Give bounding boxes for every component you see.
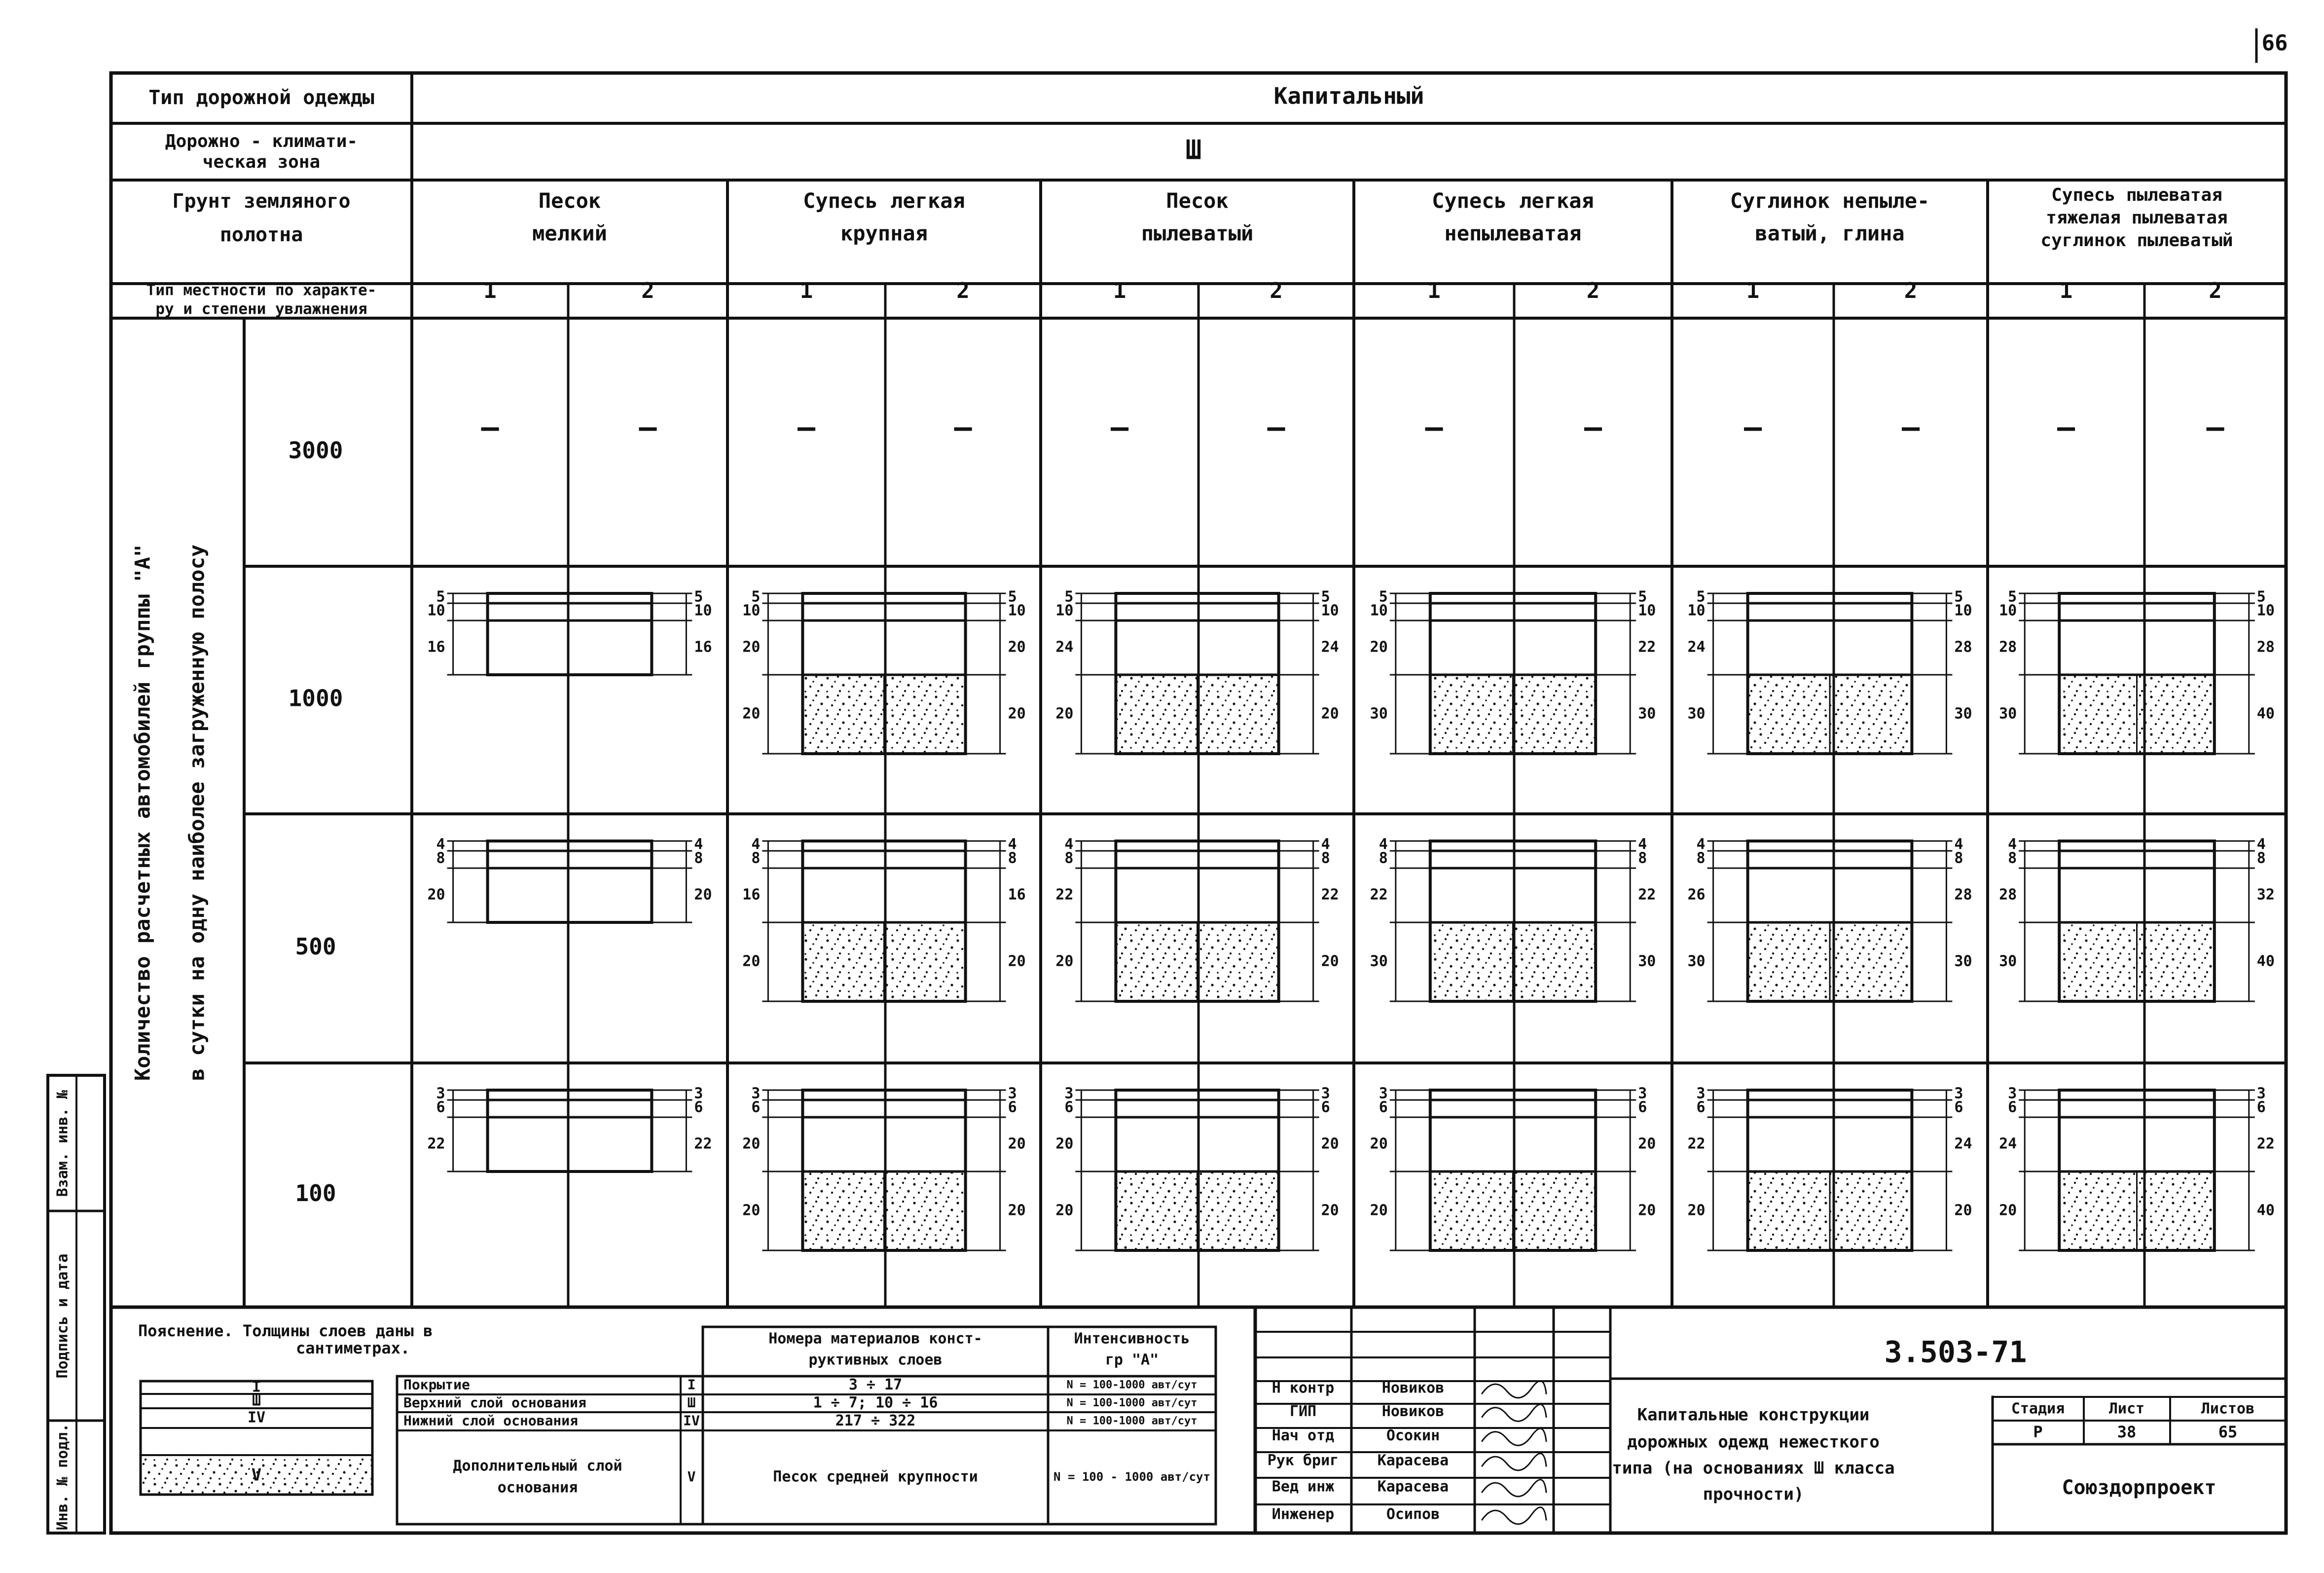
- dash-4-2: —: [1901, 410, 1920, 445]
- legend-layer-num-2: IV: [683, 1412, 700, 1429]
- legend-head-materials-1: Номера материалов конст-: [768, 1330, 982, 1348]
- legend-layer-num-0: I: [687, 1376, 696, 1393]
- terrain-number-1-2: 2: [956, 278, 970, 303]
- legend-note-2: сантиметрах.: [296, 1339, 410, 1357]
- dim-right-2: 20: [1638, 1135, 1656, 1153]
- dim-left-0: 3: [436, 1085, 445, 1102]
- dim-right-3: 20: [1008, 705, 1026, 723]
- terrain-number-1-1: 1: [799, 278, 813, 303]
- dim-left-3: 20: [1999, 1202, 2017, 1219]
- dim-right-1: 6: [1321, 1098, 1330, 1116]
- stamp-role-1: ГИП: [1289, 1403, 1317, 1420]
- dim-left-0: 4: [751, 836, 761, 853]
- dim-left-1: 10: [427, 602, 445, 620]
- dash-1-1: —: [797, 410, 816, 445]
- dim-right-0: 4: [1954, 836, 1963, 853]
- legend-symbol-1: I: [252, 1378, 261, 1396]
- pavement-section-500-0: [427, 836, 712, 923]
- dim-left-1: 8: [436, 849, 445, 867]
- soil-name-2-1: пылеватый: [1141, 221, 1254, 246]
- terrain-number-0-1: 1: [483, 278, 497, 303]
- dim-left-3: 20: [742, 705, 761, 723]
- dim-right-2: 20: [1008, 638, 1026, 656]
- dim-left-3: 30: [1687, 952, 1706, 970]
- dim-left-2: 22: [427, 1135, 445, 1153]
- dim-right-3: 20: [1954, 1202, 1972, 1219]
- intensity-3000: 3000: [288, 437, 343, 464]
- legend-head-intensity-1: Интенсивность: [1074, 1330, 1190, 1348]
- stamp-code: 3.503-71: [1884, 1335, 2027, 1370]
- dim-left-2: 16: [427, 638, 445, 656]
- dim-left-1: 8: [751, 849, 761, 867]
- dim-left-3: 30: [1999, 705, 2017, 723]
- dim-right-1: 8: [1954, 849, 1963, 867]
- dim-left-0: 5: [1379, 588, 1388, 606]
- dim-right-0: 4: [1008, 836, 1017, 853]
- dim-left-2: 16: [742, 886, 761, 904]
- dim-right-0: 4: [1638, 836, 1647, 853]
- dash-1-2: —: [954, 410, 972, 445]
- terrain-number-3-1: 1: [1427, 278, 1441, 303]
- terrain-number-5-1: 1: [2059, 278, 2073, 303]
- soil-name-3-1: непылеватая: [1444, 221, 1582, 246]
- legend-symbol-3: IV: [247, 1409, 266, 1427]
- dim-left-0: 3: [1064, 1085, 1074, 1102]
- vertical-label-2: в сутки на одну наиболее загруженную полосу: [184, 544, 209, 1081]
- stamp-name-5: Осипов: [1386, 1505, 1440, 1523]
- soil-name-0-1: мелкий: [532, 221, 607, 246]
- dim-left-2: 26: [1687, 886, 1706, 904]
- dim-left-3: 20: [742, 1202, 761, 1219]
- climate-zone-label-2: ческая зона: [202, 152, 321, 172]
- climate-zone-value: Ш: [1185, 134, 1202, 166]
- dim-left-3: 20: [1370, 1202, 1388, 1219]
- margin-sign-label: Подпись и дата: [54, 1253, 72, 1379]
- dim-right-3: 20: [1008, 1202, 1026, 1219]
- dim-left-3: 30: [1999, 952, 2017, 970]
- soil-name-4-1: ватый, глина: [1755, 221, 1905, 246]
- soil-name-5-0: Супесь пылеватая: [2051, 185, 2222, 205]
- terrain-number-0-2: 2: [641, 278, 654, 303]
- dash-3-2: —: [1584, 410, 1602, 445]
- dim-left-2: 28: [1999, 886, 2017, 904]
- terrain-label-2: ру и степени увлажнения: [155, 300, 367, 318]
- dim-left-0: 5: [751, 588, 761, 606]
- dash-4-1: —: [1743, 410, 1762, 445]
- dim-left-3: 20: [1055, 1202, 1074, 1219]
- legend-note-1: Пояснение. Толщины слоев даны в: [138, 1321, 433, 1340]
- dim-right-3: 30: [1638, 952, 1656, 970]
- dim-right-3: 30: [1638, 705, 1656, 723]
- signature-1: [1482, 1404, 1546, 1421]
- dim-left-1: 6: [436, 1098, 445, 1116]
- dim-left-0: 4: [2008, 836, 2017, 853]
- dim-right-3: 30: [1954, 705, 1972, 723]
- dim-right-0: 3: [1321, 1085, 1330, 1102]
- dim-right-2: 16: [694, 638, 712, 656]
- margin-replace-label: Взам. инв. №: [54, 1090, 72, 1197]
- climate-zone-label-1: Дорожно - климати-: [165, 131, 358, 151]
- soil-name-1-1: крупная: [840, 221, 928, 246]
- stamp-role-5: Инженер: [1271, 1505, 1335, 1523]
- subgrade-label-1: Грунт земляного: [172, 190, 351, 213]
- dim-right-2: 22: [1321, 886, 1339, 904]
- legend-layer-intensity-0: N = 100-1000 авт/сут: [1066, 1379, 1198, 1391]
- dim-left-1: 8: [1064, 849, 1074, 867]
- dim-right-1: 10: [1321, 602, 1339, 620]
- stamp-sheet: 38: [2117, 1423, 2137, 1441]
- dim-right-3: 20: [1008, 952, 1026, 970]
- soil-name-4-0: Суглинок непыле-: [1730, 188, 1930, 213]
- dim-right-2: 22: [1638, 886, 1656, 904]
- dim-right-1: 8: [2256, 849, 2266, 867]
- dim-right-3: 30: [1954, 952, 1972, 970]
- dim-left-0: 4: [1379, 836, 1388, 853]
- dim-left-3: 20: [742, 952, 761, 970]
- dim-left-0: 4: [436, 836, 445, 853]
- dim-left-1: 10: [742, 602, 761, 620]
- dim-right-0: 4: [1321, 836, 1330, 853]
- dim-right-3: 20: [1321, 705, 1339, 723]
- stamp-name-2: Осокин: [1386, 1427, 1440, 1444]
- dim-left-0: 5: [2008, 588, 2017, 606]
- dim-right-3: 20: [1321, 1202, 1339, 1219]
- dim-right-2: 32: [2256, 886, 2275, 904]
- dim-right-3: 40: [2256, 705, 2275, 723]
- stamp-name-3: Карасева: [1377, 1452, 1449, 1469]
- legend-layer-materials-1: 1 ÷ 7; 10 ÷ 16: [813, 1394, 938, 1412]
- dash-5-2: —: [2206, 410, 2224, 445]
- dim-left-1: 8: [1379, 849, 1388, 867]
- dim-right-2: 22: [2256, 1135, 2275, 1153]
- dim-right-0: 5: [694, 588, 703, 606]
- signature-3: [1482, 1454, 1546, 1470]
- dim-left-2: 24: [1999, 1135, 2017, 1153]
- legend-layer-name-2: Нижний слой основания: [403, 1412, 579, 1429]
- dim-right-2: 24: [1321, 638, 1339, 656]
- dim-left-1: 6: [1379, 1098, 1388, 1116]
- dim-right-1: 8: [694, 849, 703, 867]
- terrain-number-2-2: 2: [1270, 278, 1283, 303]
- dim-right-1: 6: [2256, 1098, 2266, 1116]
- stamp-sheet-label: Лист: [2108, 1400, 2145, 1418]
- dim-right-0: 3: [694, 1085, 703, 1102]
- stamp-name-4: Карасева: [1377, 1478, 1449, 1496]
- dim-left-1: 6: [2008, 1098, 2017, 1116]
- dim-right-1: 10: [1008, 602, 1026, 620]
- stamp-title-1: Капитальные конструкции: [1637, 1405, 1870, 1425]
- legend-layer-materials-3: Песок средней крупности: [773, 1468, 978, 1486]
- vertical-label-1: Количество расчетных автомобилей группы "А": [130, 544, 155, 1081]
- pavement-section-1000-4: [1687, 588, 1972, 754]
- dim-left-1: 10: [1687, 602, 1706, 620]
- pavement-section-100-5: [1999, 1085, 2275, 1251]
- road-type-value: Капитальный: [1273, 82, 1424, 110]
- stamp-role-2: Нач отд: [1271, 1427, 1335, 1444]
- stamp-role-0: Н контр: [1271, 1379, 1335, 1397]
- soil-name-0-0: Песок: [538, 188, 601, 213]
- dim-right-1: 6: [1638, 1098, 1647, 1116]
- dim-right-1: 6: [1954, 1098, 1963, 1116]
- dim-left-1: 6: [1064, 1098, 1074, 1116]
- page-number: 66: [2261, 31, 2288, 56]
- dim-left-0: 3: [751, 1085, 761, 1102]
- legend-layer-materials-2: 217 ÷ 322: [835, 1412, 916, 1429]
- margin-inv-label: Инв. № подл.: [54, 1423, 72, 1531]
- dim-left-0: 4: [1064, 836, 1074, 853]
- dim-right-1: 6: [1008, 1098, 1017, 1116]
- dim-right-2: 20: [1321, 1135, 1339, 1153]
- terrain-label-1: Тип местности по характе-: [146, 281, 377, 299]
- dim-left-1: 6: [1696, 1098, 1706, 1116]
- intensity-100: 100: [295, 1180, 336, 1207]
- dim-right-2: 28: [1954, 638, 1972, 656]
- dim-left-3: 20: [1055, 705, 1074, 723]
- legend-layer-name-3-2: основания: [497, 1479, 578, 1497]
- dim-right-1: 10: [1638, 602, 1656, 620]
- dim-right-1: 8: [1638, 849, 1647, 867]
- legend-layer-intensity-1: N = 100-1000 авт/сут: [1066, 1397, 1198, 1409]
- dim-right-2: 20: [1008, 1135, 1026, 1153]
- dim-right-0: 4: [2256, 836, 2266, 853]
- section-outline: [488, 1090, 652, 1171]
- pavement-section-1000-0: [427, 588, 712, 675]
- dim-right-3: 20: [1638, 1202, 1656, 1219]
- dim-left-1: 10: [1370, 602, 1388, 620]
- terrain-number-5-2: 2: [2209, 278, 2222, 303]
- dim-right-1: 10: [2256, 602, 2275, 620]
- legend-layer-name-0: Покрытие: [403, 1376, 470, 1393]
- pavement-section-500-5: [1999, 836, 2275, 1002]
- legend-layer-intensity-3: N = 100 - 1000 авт/сут: [1053, 1470, 1210, 1484]
- dim-right-0: 3: [1954, 1085, 1963, 1102]
- dash-0-1: —: [481, 410, 499, 445]
- stamp-stage-label: Стадия: [2011, 1400, 2065, 1418]
- signature-0: [1482, 1381, 1546, 1398]
- legend-layer-intensity-2: N = 100-1000 авт/сут: [1066, 1415, 1198, 1427]
- terrain-number-4-1: 1: [1746, 278, 1760, 303]
- dim-right-0: 3: [1638, 1085, 1647, 1102]
- section-outline: [488, 841, 652, 922]
- dim-right-0: 3: [1008, 1085, 1017, 1102]
- dash-3-1: —: [1425, 410, 1443, 445]
- dim-right-0: 5: [1954, 588, 1963, 606]
- stamp-sheets-label: Листов: [2201, 1400, 2255, 1418]
- dim-left-2: 24: [1687, 638, 1706, 656]
- soil-name-3-0: Супесь легкая: [1432, 188, 1594, 213]
- dim-left-2: 22: [1687, 1135, 1706, 1153]
- dim-left-0: 3: [1379, 1085, 1388, 1102]
- dim-left-2: 22: [1370, 886, 1388, 904]
- dim-right-3: 40: [2256, 952, 2275, 970]
- dim-left-2: 20: [427, 886, 445, 904]
- terrain-number-3-2: 2: [1586, 278, 1600, 303]
- legend-layer-num-1: Ш: [687, 1394, 696, 1411]
- dim-left-0: 3: [1696, 1085, 1706, 1102]
- stamp-title-2: дорожных одежд нежесткого: [1627, 1432, 1880, 1452]
- stamp-stage: Р: [2033, 1423, 2043, 1441]
- stamp-sheets: 65: [2218, 1423, 2238, 1441]
- stamp-title-4: прочности): [1703, 1484, 1804, 1504]
- dim-left-2: 20: [742, 638, 761, 656]
- soil-name-5-1: тяжелая пылеватая: [2046, 208, 2228, 228]
- road-type-label: Тип дорожной одежды: [148, 86, 374, 109]
- signature-2: [1482, 1428, 1546, 1445]
- stamp-org: Союздорпроект: [2062, 1476, 2216, 1499]
- dim-left-1: 8: [2008, 849, 2017, 867]
- dim-right-0: 4: [694, 836, 703, 853]
- dim-left-0: 4: [1696, 836, 1706, 853]
- dim-left-0: 5: [436, 588, 445, 606]
- dim-left-2: 20: [1055, 1135, 1074, 1153]
- intensity-500: 500: [295, 933, 336, 960]
- legend-symbol-2: Ш: [252, 1392, 261, 1410]
- dash-2-2: —: [1267, 410, 1285, 445]
- dim-left-2: 20: [742, 1135, 761, 1153]
- pavement-section-1000-5: [1999, 588, 2275, 754]
- dim-left-3: 30: [1687, 705, 1706, 723]
- dim-left-0: 3: [2008, 1085, 2017, 1102]
- dim-left-3: 30: [1370, 952, 1388, 970]
- soil-name-5-2: суглинок пылеватый: [2040, 230, 2233, 251]
- dim-right-3: 20: [1321, 952, 1339, 970]
- dim-left-3: 20: [1055, 952, 1074, 970]
- dim-right-0: 5: [1008, 588, 1017, 606]
- legend-layer-materials-0: 3 ÷ 17: [848, 1376, 903, 1393]
- dim-right-0: 3: [2256, 1085, 2266, 1102]
- dim-left-3: 30: [1370, 705, 1388, 723]
- pavement-section-100-0: [427, 1085, 712, 1172]
- dash-2-1: —: [1110, 410, 1129, 445]
- legend-head-intensity-2: гр "А": [1105, 1351, 1159, 1369]
- dim-right-1: 8: [1008, 849, 1017, 867]
- dim-left-0: 5: [1696, 588, 1706, 606]
- dim-right-2: 20: [694, 886, 712, 904]
- dash-5-1: —: [2057, 410, 2075, 445]
- legend-symbol-4: V: [251, 1465, 262, 1485]
- signature-5: [1482, 1507, 1546, 1524]
- dim-left-1: 6: [751, 1098, 761, 1116]
- dim-right-1: 6: [694, 1098, 703, 1116]
- dim-right-2: 22: [694, 1135, 712, 1153]
- section-outline: [488, 593, 652, 675]
- dim-right-1: 10: [694, 602, 712, 620]
- dim-right-0: 5: [1638, 588, 1647, 606]
- stamp-title-3: типа (на основаниях Ш класса: [1612, 1458, 1895, 1478]
- dim-left-3: 20: [1687, 1202, 1706, 1219]
- dim-right-2: 28: [1954, 886, 1972, 904]
- stamp-name-1: Новиков: [1381, 1403, 1445, 1420]
- dash-0-2: —: [639, 410, 657, 445]
- terrain-number-4-2: 2: [1904, 278, 1918, 303]
- dim-left-1: 10: [1999, 602, 2017, 620]
- dim-left-1: 8: [1696, 849, 1706, 867]
- dim-right-2: 22: [1638, 638, 1656, 656]
- dim-right-2: 24: [1954, 1135, 1972, 1153]
- signature-4: [1482, 1480, 1546, 1497]
- legend-layer-num-3: V: [687, 1468, 696, 1485]
- dim-left-1: 10: [1055, 602, 1074, 620]
- stamp-role-3: Рук бриг: [1267, 1452, 1339, 1469]
- subgrade-label-2: полотна: [219, 223, 303, 246]
- legend-layer-name-1: Верхний слой основания: [403, 1394, 586, 1411]
- pavement-section-500-4: [1687, 836, 1972, 1002]
- dim-left-2: 28: [1999, 638, 2017, 656]
- dim-left-2: 24: [1055, 638, 1074, 656]
- dim-left-2: 20: [1370, 1135, 1388, 1153]
- legend-layer-name-3-1: Дополнительный слой: [453, 1457, 622, 1475]
- dim-left-2: 20: [1370, 638, 1388, 656]
- dim-right-3: 40: [2256, 1202, 2275, 1219]
- stamp-name-0: Новиков: [1381, 1379, 1445, 1397]
- dim-right-2: 28: [2256, 638, 2275, 656]
- dim-right-2: 16: [1008, 886, 1026, 904]
- dim-right-1: 8: [1321, 849, 1330, 867]
- dim-right-0: 5: [2256, 588, 2266, 606]
- stamp-role-4: Вед инж: [1271, 1478, 1335, 1496]
- dim-left-2: 22: [1055, 886, 1074, 904]
- dim-right-0: 5: [1321, 588, 1330, 606]
- soil-name-1-0: Супесь легкая: [803, 188, 965, 213]
- dim-right-1: 10: [1954, 602, 1972, 620]
- dim-left-0: 5: [1064, 588, 1074, 606]
- legend-head-materials-2: руктивных слоев: [808, 1351, 943, 1369]
- intensity-1000: 1000: [288, 685, 343, 712]
- pavement-section-100-4: [1687, 1085, 1972, 1251]
- terrain-number-2-1: 1: [1113, 278, 1126, 303]
- soil-name-2-0: Песок: [1166, 188, 1229, 213]
